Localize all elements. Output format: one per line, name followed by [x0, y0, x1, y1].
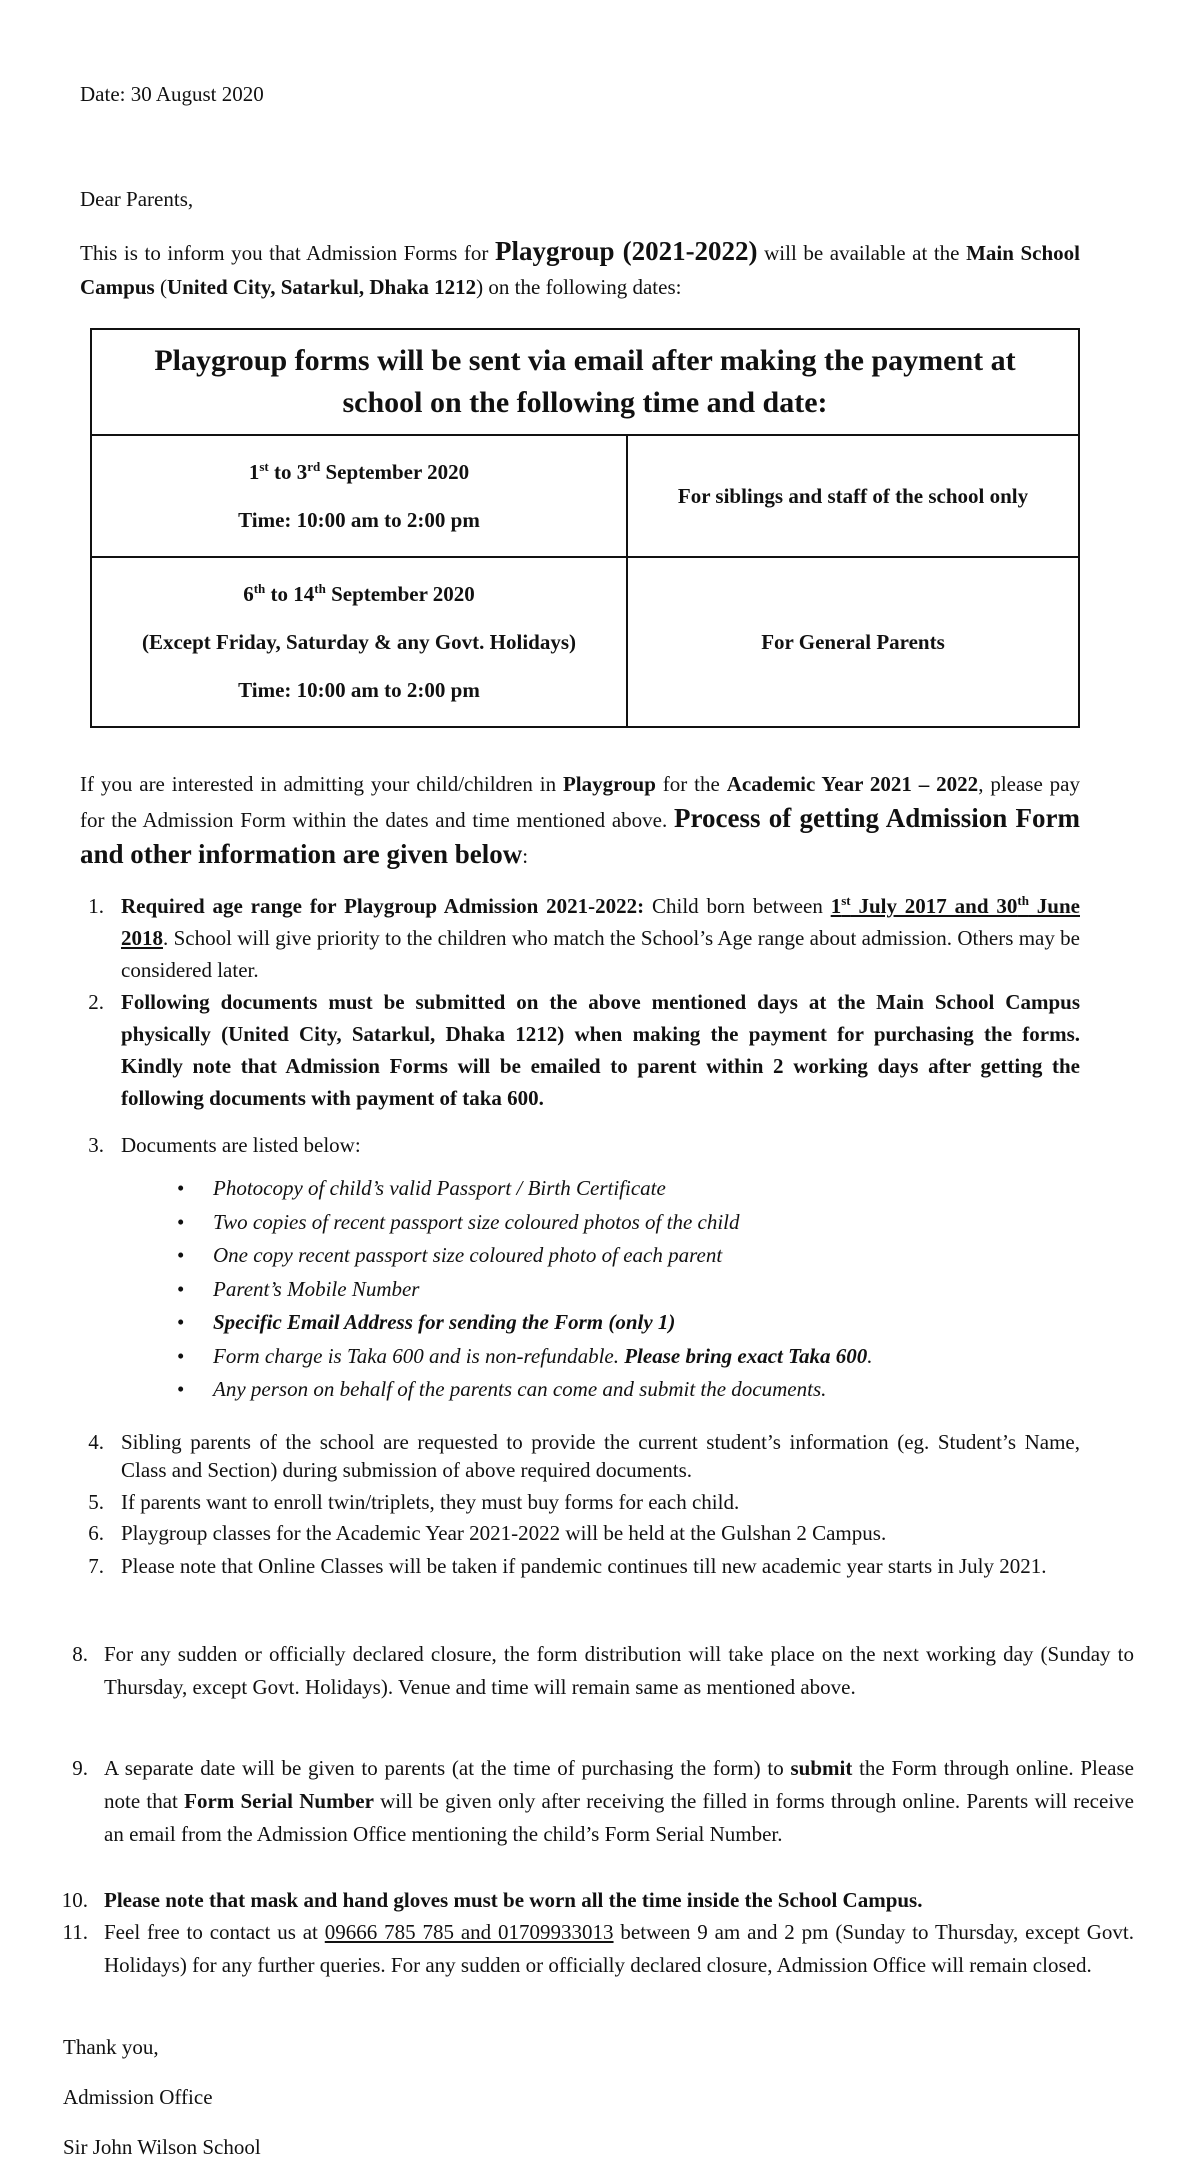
intro-text: ) on the following dates:	[476, 275, 682, 299]
row2-date: 6th to 14th September 2020	[243, 581, 475, 606]
row1-audience: For siblings and staff of the school only	[677, 484, 1029, 508]
process-heading: Process of getting Admission Form and other information are given below	[80, 803, 1080, 869]
interest-paragraph: If you are interested in admitting your child/children in Playgroup for the Academic Year 2021 – 2022, please pay for the Admission Form within the dates and time mentioned above. Process of getting Admission Form and other information are given below:	[80, 772, 1080, 869]
closing-office: Admission Office	[63, 2085, 213, 2109]
documents-list	[173, 1172, 1073, 1407]
contact-phones: 09666 785 785 and 01709933013	[324, 1920, 614, 1944]
intro-address: United City, Satarkul, Dhaka 1212	[166, 275, 477, 299]
intro-text: will be available at the	[757, 241, 967, 265]
intro-text: (	[154, 275, 167, 299]
letter-date: Date: 30 August 2020	[80, 82, 264, 106]
row2-dates-cell	[92, 558, 626, 726]
intro-text: This is to inform you that Admission Forms for	[80, 241, 495, 265]
list-item: • Parent’s Mobile Number	[177, 1276, 420, 1301]
row1-time: Time: 10:00 am to 2:00 pm	[238, 508, 480, 532]
row2-except: (Except Friday, Saturday & any Govt. Holidays)	[141, 630, 577, 654]
list-item: • One copy recent passport size coloured photo of each parent	[177, 1243, 723, 1267]
list-item: • Photocopy of child’s valid Passport / Birth Certificate	[177, 1176, 666, 1200]
schedule-table	[90, 328, 1080, 728]
row1-date: 1st to 3rd September 2020	[248, 459, 470, 484]
table-header: Playgroup forms will be sent via email after making the payment at school on the following time and date:	[154, 344, 1016, 419]
intro-campus: Main School Campus	[80, 241, 1080, 299]
list-item: • Specific Email Address for sending the Form (only 1)	[177, 1310, 676, 1334]
row2-audience: For General Parents	[761, 630, 945, 654]
list-item: • Any person on behalf of the parents can come and submit the documents.	[177, 1377, 827, 1401]
intro-paragraph	[80, 234, 1080, 304]
salutation: Dear Parents,	[80, 187, 194, 211]
row1-dates-cell	[92, 436, 626, 556]
list-item: • Form charge is Taka 600 and is non-refundable. Please bring exact Taka 600.	[177, 1343, 873, 1368]
closing-school: Sir John Wilson School	[63, 2135, 261, 2159]
row2-time: Time: 10:00 am to 2:00 pm	[238, 678, 480, 702]
closing-thanks: Thank you,	[63, 2035, 159, 2059]
admission-letter: Date: 30 August 2020 Dear Parents, This is to inform you that Admission Forms for Playgroup (2021-2022) will be available at the Main School Campus (United City, Satarkul, Dhaka 1212) on the following dates: Playgroup forms will be sent via email after making the payment at school on the following time and date: 1st to 3rd September 2020 Time: 10:00 am to 2:00 pm For siblings and staff of the school only 6th to 14th September 2020 (Except Friday, Saturday & any Govt. Holidays) Time: 10:00 am to 2:00 pm For General Parents If you are interested in admitting your child/children in Playgroup for the Academic Year 2021 – 2022, please pay for the Admission Form within the dates and time mentioned above. Process of getting Admission Form and other information are given below: 1. Required age range for Playgroup Admission 2021-2022: Child born between 1st July 2017 and 30th June 2018. School will give priority to the children who match the School’s Age range about admission. Others may be considered later. 2. Following documents must be submitted on the above mentioned days at the Main School Campus physically (United City, Satarkul, Dhaka 1212) when making the payment for purchasing the forms. Kindly note that Admission Forms will be emailed to parent within 2 working days after getting the following documents with payment of taka 600. 3. Documents are listed below: • Photocopy of child’s valid Passport / Birth Certificate • Two copies of recent passport size coloured photos of the child • One copy recent passport size coloured photo of each parent • Parent’s Mobile Number • Specific Email Address for sending the Form (only 1) • Form charge is Taka 600 and is non-refundable. Please bring exact Taka 600. • Any person on behalf of the parents can come and submit the documents. 4. Sibling parents of the school are requested to provide the current student’s information (eg. Student’s Name, Class and Section) during submission of above required documents. 5. If parents want to enroll twin/triplets, they must buy forms for each child. 6. Playgroup classes for the Academic Year 2021-2022 will be held at the Gulshan 2 Campus. 7. Please note that Online Classes will be taken if pandemic continues till new academic year starts in July 2021. 8. For any sudden or officially declared closure, the form distribution will take place on the next working day (Sunday to Thursday, except Govt. Holidays). Venue and time will remain same as mentioned above. 9. A separate date will be given to parents (at the time of purchasing the form) to submit the Form through online. Please note that Form Serial Number will be given only after receiving the filled in forms through online. Parents will receive an email from the Admission Office mentioning the child’s Form Serial Number. 10. Please note that mask and hand gloves must be worn all the time inside the School Campus. 11. Feel free to contact us at 09666 785 785 and 01709933013 between 9 am and 2 pm (Sunday to Thursday, except Govt. Holidays) for any further queries. For any sudden or officially declared closure, Admission Office will remain closed. Thank you, Admission Office Sir John Wilson School	[0, 0, 1197, 2174]
intro-program: Playgroup (2021-2022)	[494, 236, 758, 266]
list-item: • Two copies of recent passport size coloured photos of the child	[177, 1209, 740, 1234]
